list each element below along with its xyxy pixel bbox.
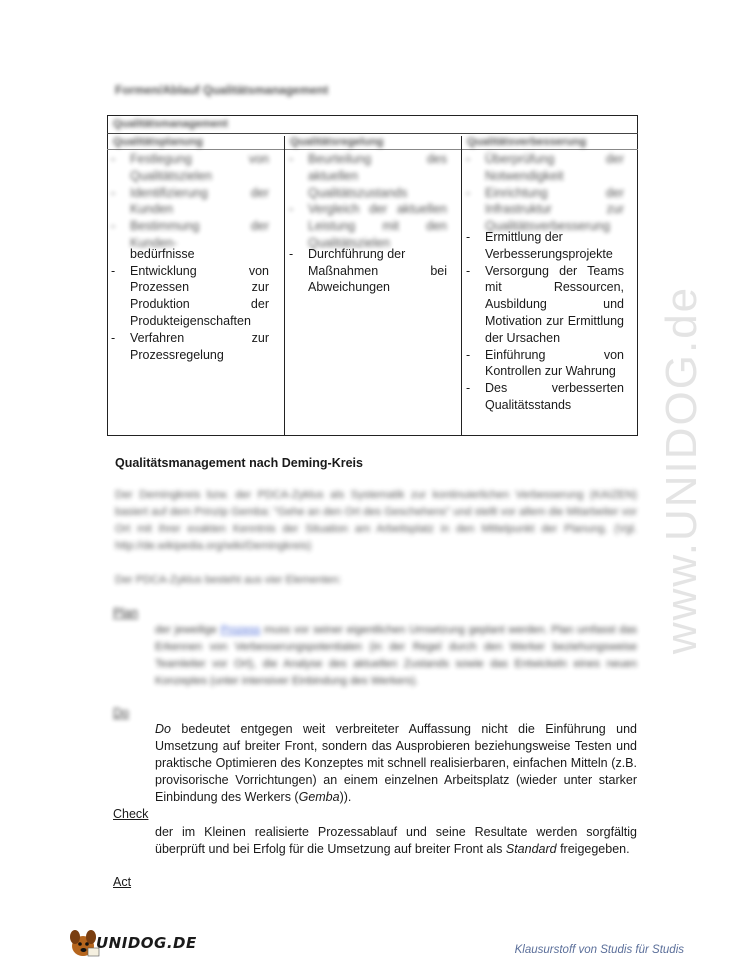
list-item: - Festlegung von Qualitätszielen (109, 151, 269, 185)
logo-text: UNIDOG.DE (96, 934, 197, 952)
text-fragment: der jeweilige (155, 624, 221, 636)
list-item: - Beurteilung des aktuellen Qualitätszustands (287, 151, 447, 201)
text-emphasis: Gemba (298, 790, 340, 804)
list-item: - Versorgung der Teams mit Ressourcen, Ausbildung und Motivation zur Ermittlung der Ursachen (464, 263, 624, 347)
table-divider (107, 133, 638, 134)
list-item: - Durchführung der (287, 246, 447, 263)
table-divider (107, 149, 638, 150)
column-separator (461, 136, 462, 436)
table-heading: Qualitätsmanagement (113, 118, 228, 130)
list-item: - Des verbesserten Qualitätsstands (464, 380, 624, 414)
plan-description (155, 622, 637, 690)
blurred-items (109, 151, 269, 252)
text-fragment: freigegeben. (556, 842, 630, 856)
quality-management-table (107, 115, 638, 436)
column-header: Qualitätsregelung (290, 136, 384, 148)
list-item: - Einrichtung der Infrastruktur zur Qualitätsverbesserung (464, 185, 624, 235)
term-plan: Plan (113, 606, 139, 620)
footer-tagline: Klausurstoff von Studis für Studis (514, 944, 684, 956)
column-separator (284, 136, 285, 436)
text-emphasis: Do (155, 722, 171, 736)
text-fragment: der im Kleinen realisierte Prozessablauf und seine Resultate werden sorgfältig überprüft und bei Erfolg für die Umsetzung auf breiter Front als (155, 825, 637, 856)
list-item: - Entwicklung von Prozessen zur Produktion der Produkteigenschaften (109, 263, 269, 330)
check-description (155, 824, 637, 858)
cycle-intro: Der PDCA-Zyklus besteht aus vier Elementen: (115, 574, 342, 586)
watermark: www.UNIDOG.de (657, 285, 706, 655)
column-header: Qualitätsverbesserung (467, 136, 587, 148)
item-continuation: Verbesserungsprojekte (485, 246, 613, 261)
item-continuation: Maßnahmen bei Abweichungen (308, 263, 447, 295)
unidog-logo (66, 924, 196, 960)
text-emphasis: Standard (505, 842, 557, 856)
term-do: Do (113, 706, 129, 720)
process-link[interactable]: Prozess (220, 624, 261, 636)
list-item: - Vergleich der aktuellen Leistung mit den Qualitätszielen (287, 201, 447, 251)
text-fragment: bedeutet entgegen weit verbreiteter Auffassung nicht die Einführung und Umsetzung auf breiter Front, sondern das Ausprobieren beziehungsweise Testen und praktische Optimieren des Konzeptes mit schnell realisierbaren, einfachen Mitteln (z.B. provisorische Vorrichtungen) an einem einzelnen Arbeitsplatz (wieder unter starker Einbindung des Werkers ( (155, 722, 637, 804)
column-header: Qualitätsplanung (113, 136, 203, 148)
blurred-items (287, 151, 447, 252)
text-fragment: muss vor seiner eigentlichen Umsetzung geplant werden. Plan umfasst das Erkennen von Verbesserungspotentialen (in der Regel durch den Werker beziehungsweise Teamleiter vor Ort), die Analyse des aktuellen Zustands sowie das Entwickeln eines neuen Konzeptes (unter intensiver Einbindung des Werkers). (155, 624, 637, 687)
list-item: - Einführung von Kontrollen zur Wahrung (464, 347, 624, 381)
blurred-items (464, 151, 624, 235)
list-item: - Identifizierung der Kunden (109, 185, 269, 219)
clipped-line: bedürfnisse (130, 246, 195, 261)
intro-paragraph: Der Demingkreis bzw. der PDCA-Zyklus als Systematik zur kontinuierlichen Verbesserung (KAIZEN) basiert auf dem Prinzip Gemba: "Gehe an den Ort des Geschehens" und stellt vor allem die Mitarbeiter vor Ort mit ihrer exakten Kenntnis der Situation am Arbeitsplatz in den Mittelpunkt der Planung. (Vgl. http://de.wikipedia.org/wiki/Demingkreis) (115, 489, 637, 552)
dog-icon (66, 924, 100, 960)
term-act: Act (113, 875, 132, 889)
term-check: Check (113, 807, 149, 821)
table-column-improvement (464, 151, 624, 414)
table-column-planning (109, 151, 269, 363)
table-column-control (287, 151, 447, 296)
text-fragment: )). (339, 790, 352, 804)
document-title: Formen/Ablauf Qualitätsmanagement (115, 83, 329, 97)
do-description (155, 721, 637, 806)
list-item: - Ermittlung der (464, 229, 624, 246)
list-item: - Bestimmung der Kunden- (109, 218, 269, 252)
list-item: - Überprüfung der Notwendigkeit (464, 151, 624, 185)
list-item: - Verfahren zur Prozessregelung (109, 330, 269, 364)
section-title: Qualitätsmanagement nach Deming-Kreis (115, 456, 363, 470)
